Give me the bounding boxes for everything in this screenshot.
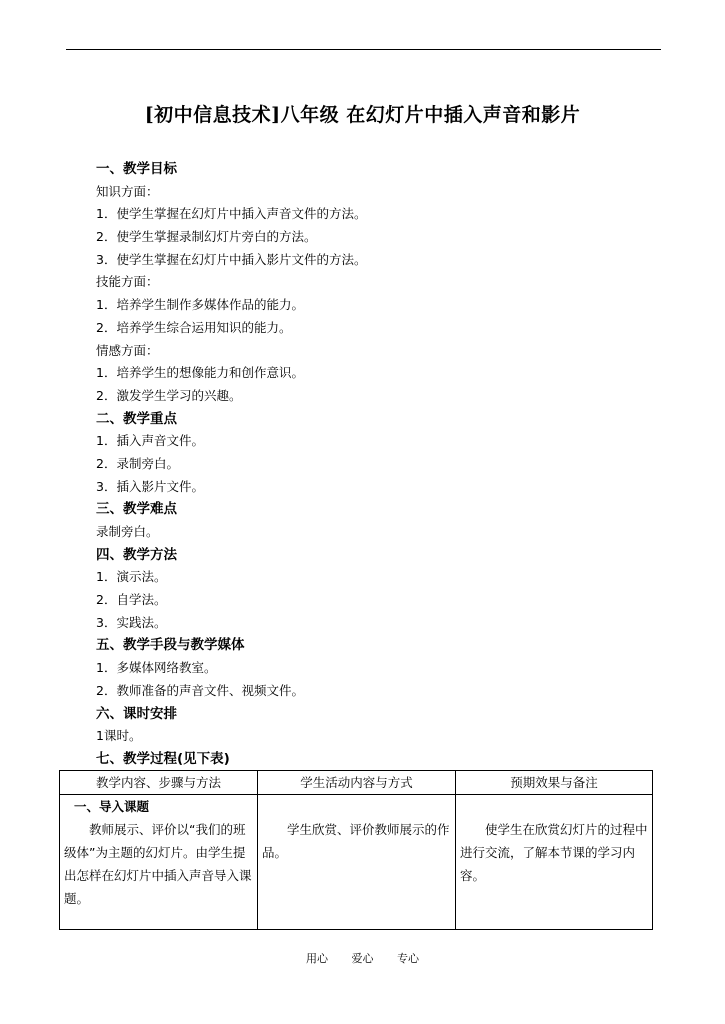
body-line: 2．自学法。: [96, 592, 167, 608]
body-line: 1．培养学生的想像能力和创作意识。: [96, 365, 304, 381]
table-cell-content: [60, 795, 258, 930]
section-heading: 五、教学手段与教学媒体: [96, 637, 245, 654]
cell-text: 学生欣赏、评价教师展示的作品。: [262, 822, 450, 860]
section-heading: 六、课时安排: [96, 705, 177, 722]
body-line: 2．激发学生学习的兴趣。: [96, 387, 242, 403]
table-cell-effect: [456, 795, 653, 930]
body-line: 录制旁白。: [96, 524, 159, 539]
table-header-cell: 学生活动内容与方式: [258, 771, 456, 795]
section-heading: 一、教学目标: [96, 161, 177, 177]
table-header-cell: 教学内容、步骤与方法: [60, 771, 258, 795]
header-rule: [66, 49, 661, 50]
body-line: 3．使学生掌握在幻灯片中插入影片文件的方法。: [96, 251, 367, 267]
cell-heading: 一、导入课题: [74, 799, 150, 814]
body-line: 1．多媒体网络教室。: [96, 660, 217, 676]
body-line: 知识方面：: [96, 183, 159, 199]
page-title: [初中信息技术]八年级 在幻灯片中插入声音和影片: [144, 104, 581, 126]
table-cell-student: [258, 795, 456, 930]
section-heading: 四、教学方法: [96, 546, 177, 563]
body-line: 3．插入影片文件。: [96, 478, 204, 494]
body-line: 1课时。: [96, 728, 142, 744]
footer-word: 专心: [397, 952, 419, 965]
body-line: 2．培养学生综合运用知识的能力。: [96, 319, 292, 335]
page-footer: [0, 950, 725, 966]
body-line: 1．演示法。: [96, 569, 167, 585]
section-heading: 三、教学难点: [96, 501, 177, 518]
body-line: 2．使学生掌握录制幻灯片旁白的方法。: [96, 229, 317, 245]
body-line: 1．使学生掌握在幻灯片中插入声音文件的方法。: [96, 206, 367, 222]
body-line: 情感方面：: [96, 342, 159, 358]
table-header-row: [60, 771, 653, 795]
body-line: 3．实践法。: [96, 614, 167, 630]
teaching-process-table: [59, 770, 653, 930]
table-header-cell: 预期效果与备注: [456, 771, 653, 795]
cell-text: 教师展示、评价以“我们的班级体”为主题的幻灯片。由学生提出怎样在幻灯片中插入声音导入课题。: [64, 822, 252, 906]
document-body: [96, 158, 656, 771]
body-line: 2．录制旁白。: [96, 455, 179, 471]
footer-word: 爱心: [351, 952, 374, 965]
section-heading: 二、教学重点: [96, 410, 177, 427]
cell-text: 使学生在欣赏幻灯片的过程中进行交流，了解本节课的学习内容。: [460, 822, 648, 883]
table-row: [60, 795, 653, 930]
section-heading: 七、教学过程(见下表): [96, 750, 230, 767]
body-line: 1．培养学生制作多媒体作品的能力。: [96, 297, 304, 313]
body-line: 技能方面：: [96, 274, 159, 290]
footer-word: 用心: [306, 952, 328, 965]
body-line: 2．教师准备的声音文件、视频文件。: [96, 682, 304, 698]
body-line: 1．插入声音文件。: [96, 433, 204, 449]
